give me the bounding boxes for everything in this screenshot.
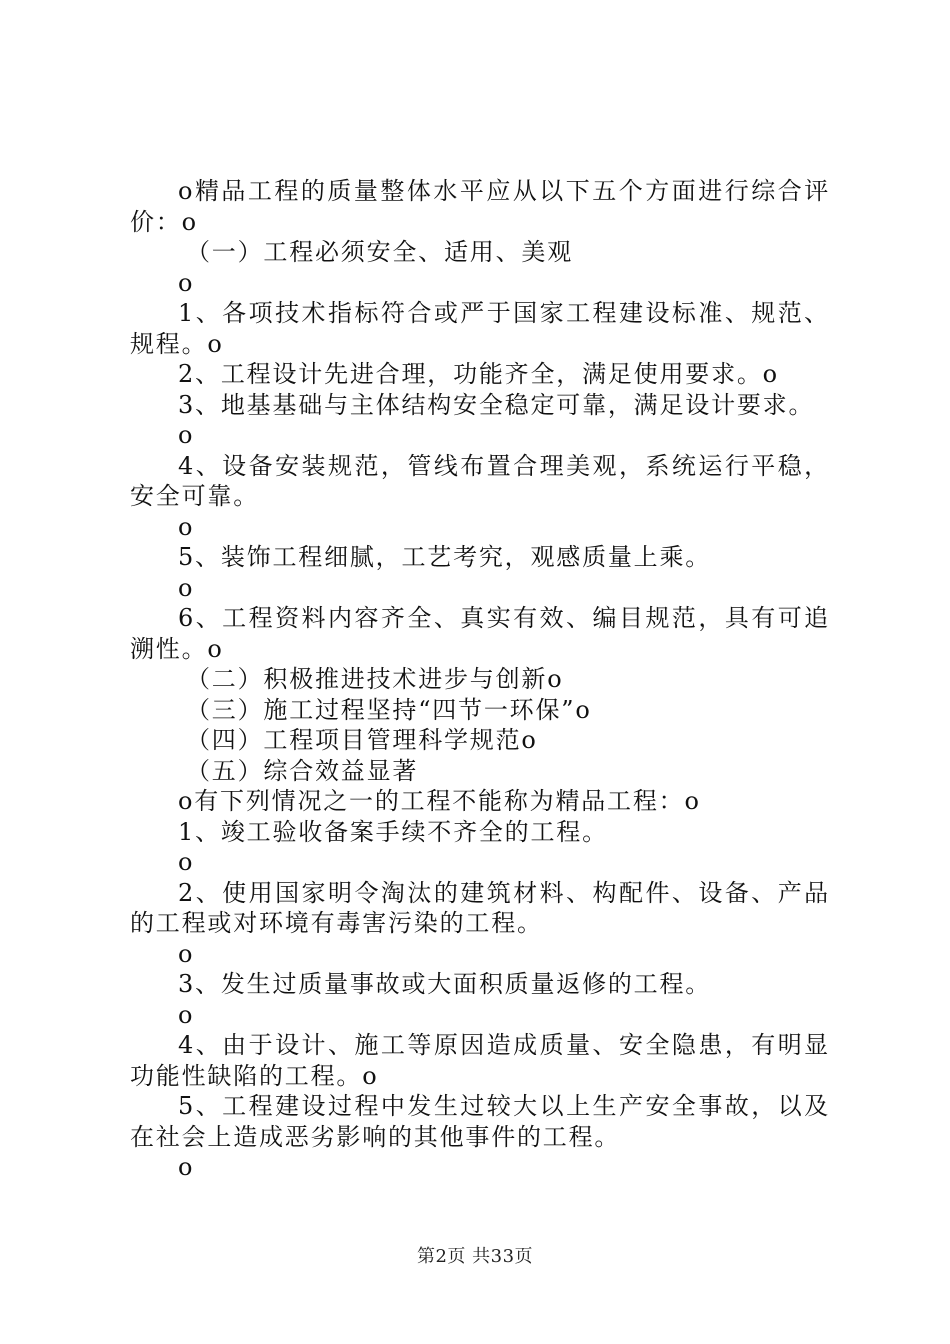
paragraph: o — [178, 268, 195, 297]
list-item: 4、由于设计、施工等原因造成质量、安全隐患，有明显功能性缺陷的工程。o — [130, 1031, 830, 1090]
list-item: 1、竣工验收备案手续不齐全的工程。 — [178, 817, 608, 846]
list-item: 5、装饰工程细腻，工艺考究，观感质量上乘。 — [178, 543, 712, 571]
section-heading: （一）工程必须安全、适用、美观 — [186, 238, 573, 266]
page-number-footer: 第2页 共33页 — [416, 1246, 534, 1267]
paragraph: o精品工程的质量整体水平应从以下五个方面进行综合评价：o — [130, 177, 830, 236]
paragraph: o — [178, 1153, 195, 1181]
list-item: 3、发生过质量事故或大面积质量返修的工程。 — [178, 970, 712, 998]
section-heading: （二）积极推进技术进步与创新o — [186, 665, 564, 693]
list-item: 6、工程资料内容齐全、真实有效、编目规范，具有可追溯性。o — [130, 604, 830, 663]
paragraph: o — [178, 573, 195, 602]
section-heading: （五）综合效益显著 — [186, 756, 419, 785]
paragraph: o — [178, 848, 195, 876]
list-item: 2、使用国家明令淘汰的建筑材料、构配件、设备、产品的工程或对环境有毒害污染的工程。 — [130, 878, 830, 937]
list-item: 5、工程建设过程中发生过较大以上生产安全事故，以及在社会上造成恶劣影响的其他事件的工程。 — [130, 1092, 830, 1151]
section-heading: （四）工程项目管理科学规范o — [186, 726, 538, 754]
list-item: 3、地基基础与主体结构安全稳定可靠，满足设计要求。 — [178, 390, 815, 419]
section-heading: （三）施工过程坚持“四节一环保”o — [186, 695, 592, 724]
paragraph: o有下列情况之一的工程不能称为精品工程：o — [178, 787, 701, 815]
list-item: 1、各项技术指标符合或严于国家工程建设标准、规范、规程。o — [130, 299, 830, 358]
list-item: 2、工程设计先进合理，功能齐全，满足使用要求。o — [178, 360, 779, 388]
document-body — [130, 176, 830, 1183]
list-item: 4、设备安装规范，管线布置合理美观，系统运行平稳，安全可靠。 — [130, 451, 830, 510]
paragraph: o — [178, 939, 195, 968]
paragraph: o — [178, 512, 195, 541]
paragraph: o — [178, 1000, 195, 1029]
paragraph: o — [178, 421, 195, 449]
